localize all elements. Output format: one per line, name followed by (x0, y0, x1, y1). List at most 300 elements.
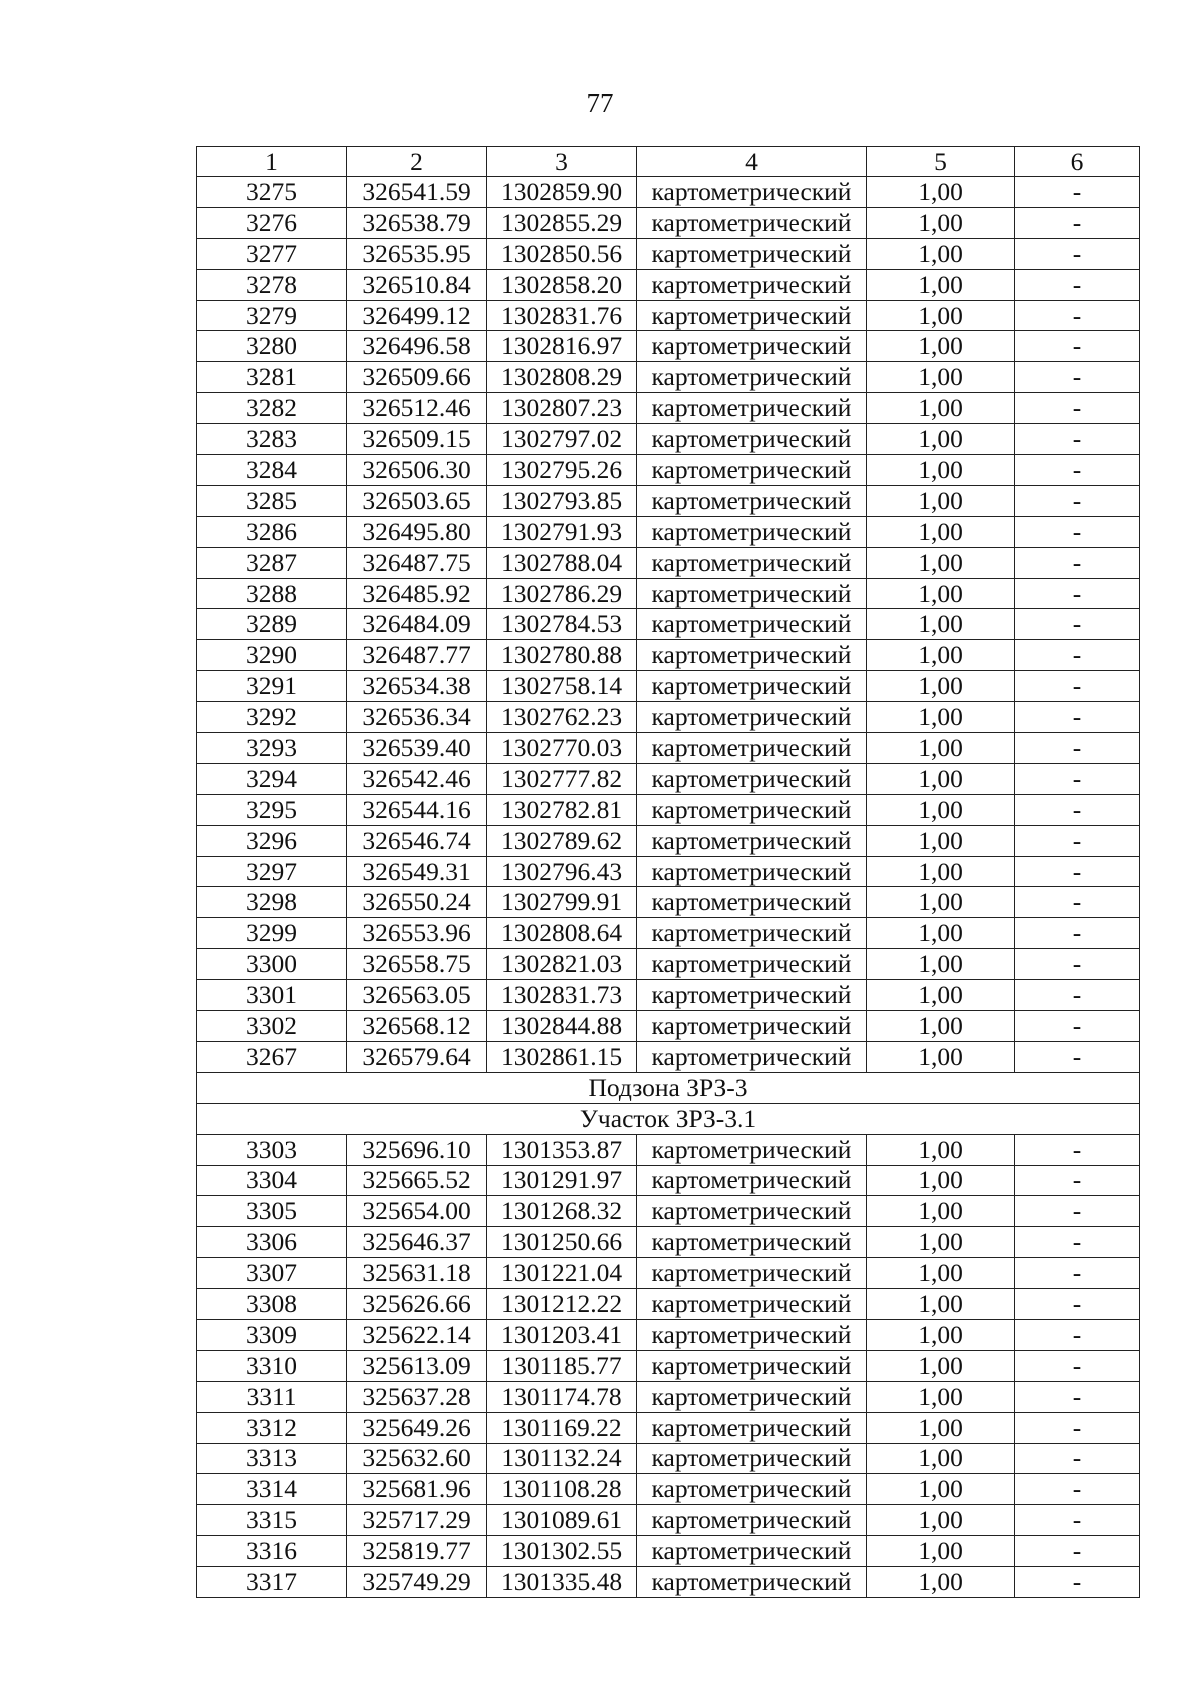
accuracy-cell: 1,00 (867, 207, 1015, 238)
x-coordinate-cell: 325749.29 (347, 1567, 487, 1598)
note-cell: - (1015, 578, 1140, 609)
note-cell: - (1015, 980, 1140, 1011)
y-coordinate-cell: 1302788.04 (487, 547, 637, 578)
column-header: 6 (1015, 147, 1140, 177)
y-coordinate-cell: 1302791.93 (487, 516, 637, 547)
section-title: Подзона ЗРЗ-3 (197, 1072, 1140, 1103)
column-header: 4 (637, 147, 867, 177)
method-cell: картометрический (637, 424, 867, 455)
point-number-cell: 3275 (197, 177, 347, 208)
x-coordinate-cell: 325631.18 (347, 1258, 487, 1289)
method-cell: картометрический (637, 609, 867, 640)
x-coordinate-cell: 326563.05 (347, 980, 487, 1011)
table-row (197, 1134, 1140, 1165)
accuracy-cell: 1,00 (867, 671, 1015, 702)
table-row (197, 1412, 1140, 1443)
table-row (197, 547, 1140, 578)
note-cell: - (1015, 609, 1140, 640)
point-number-cell: 3309 (197, 1319, 347, 1350)
y-coordinate-cell: 1302796.43 (487, 856, 637, 887)
point-number-cell: 3315 (197, 1505, 347, 1536)
method-cell: картометрический (637, 640, 867, 671)
method-cell: картометрический (637, 1443, 867, 1474)
method-cell: картометрический (637, 455, 867, 486)
point-number-cell: 3306 (197, 1227, 347, 1258)
point-number-cell: 3296 (197, 825, 347, 856)
note-cell: - (1015, 1443, 1140, 1474)
table-row (197, 300, 1140, 331)
method-cell: картометрический (637, 702, 867, 733)
point-number-cell: 3285 (197, 485, 347, 516)
note-cell: - (1015, 887, 1140, 918)
point-number-cell: 3314 (197, 1474, 347, 1505)
y-coordinate-cell: 1301291.97 (487, 1165, 637, 1196)
column-header: 3 (487, 147, 637, 177)
note-cell: - (1015, 1196, 1140, 1227)
point-number-cell: 3278 (197, 269, 347, 300)
x-coordinate-cell: 326495.80 (347, 516, 487, 547)
x-coordinate-cell: 326558.75 (347, 949, 487, 980)
table-row (197, 1443, 1140, 1474)
method-cell: картометрический (637, 918, 867, 949)
y-coordinate-cell: 1301212.22 (487, 1289, 637, 1320)
point-number-cell: 3289 (197, 609, 347, 640)
point-number-cell: 3291 (197, 671, 347, 702)
table-row (197, 1319, 1140, 1350)
accuracy-cell: 1,00 (867, 640, 1015, 671)
method-cell: картометрический (637, 949, 867, 980)
accuracy-cell: 1,00 (867, 1258, 1015, 1289)
table-row (197, 794, 1140, 825)
y-coordinate-cell: 1302821.03 (487, 949, 637, 980)
table-row (197, 1381, 1140, 1412)
accuracy-cell: 1,00 (867, 578, 1015, 609)
x-coordinate-cell: 325819.77 (347, 1536, 487, 1567)
accuracy-cell: 1,00 (867, 794, 1015, 825)
table-row (197, 1011, 1140, 1042)
point-number-cell: 3304 (197, 1165, 347, 1196)
point-number-cell: 3280 (197, 331, 347, 362)
table-row (197, 1165, 1140, 1196)
note-cell: - (1015, 1227, 1140, 1258)
x-coordinate-cell: 326535.95 (347, 238, 487, 269)
y-coordinate-cell: 1302859.90 (487, 177, 637, 208)
note-cell: - (1015, 455, 1140, 486)
column-header: 1 (197, 147, 347, 177)
note-cell: - (1015, 331, 1140, 362)
y-coordinate-cell: 1302777.82 (487, 763, 637, 794)
accuracy-cell: 1,00 (867, 609, 1015, 640)
point-number-cell: 3313 (197, 1443, 347, 1474)
y-coordinate-cell: 1302758.14 (487, 671, 637, 702)
method-cell: картометрический (637, 887, 867, 918)
note-cell: - (1015, 238, 1140, 269)
x-coordinate-cell: 326503.65 (347, 485, 487, 516)
y-coordinate-cell: 1301089.61 (487, 1505, 637, 1536)
table-row (197, 207, 1140, 238)
table-row (197, 269, 1140, 300)
method-cell: картометрический (637, 1227, 867, 1258)
point-number-cell: 3298 (197, 887, 347, 918)
y-coordinate-cell: 1301250.66 (487, 1227, 637, 1258)
method-cell: картометрический (637, 331, 867, 362)
accuracy-cell: 1,00 (867, 856, 1015, 887)
y-coordinate-cell: 1302816.97 (487, 331, 637, 362)
method-cell: картометрический (637, 1289, 867, 1320)
y-coordinate-cell: 1301174.78 (487, 1381, 637, 1412)
accuracy-cell: 1,00 (867, 362, 1015, 393)
accuracy-cell: 1,00 (867, 516, 1015, 547)
section-title: Участок ЗРЗ-3.1 (197, 1103, 1140, 1134)
method-cell: картометрический (637, 238, 867, 269)
method-cell: картометрический (637, 1350, 867, 1381)
x-coordinate-cell: 325646.37 (347, 1227, 487, 1258)
accuracy-cell: 1,00 (867, 949, 1015, 980)
y-coordinate-cell: 1302799.91 (487, 887, 637, 918)
table-body (197, 147, 1140, 1598)
point-number-cell: 3281 (197, 362, 347, 393)
point-number-cell: 3305 (197, 1196, 347, 1227)
point-number-cell: 3317 (197, 1567, 347, 1598)
table-row (197, 177, 1140, 208)
table-row (197, 1258, 1140, 1289)
y-coordinate-cell: 1302795.26 (487, 455, 637, 486)
table-row (197, 238, 1140, 269)
note-cell: - (1015, 1350, 1140, 1381)
accuracy-cell: 1,00 (867, 887, 1015, 918)
x-coordinate-cell: 325613.09 (347, 1350, 487, 1381)
x-coordinate-cell: 326541.59 (347, 177, 487, 208)
x-coordinate-cell: 325632.60 (347, 1443, 487, 1474)
y-coordinate-cell: 1302789.62 (487, 825, 637, 856)
note-cell: - (1015, 733, 1140, 764)
method-cell: картометрический (637, 516, 867, 547)
header-row (197, 147, 1140, 177)
table-row (197, 578, 1140, 609)
y-coordinate-cell: 1301203.41 (487, 1319, 637, 1350)
table-row (197, 1350, 1140, 1381)
accuracy-cell: 1,00 (867, 547, 1015, 578)
accuracy-cell: 1,00 (867, 1196, 1015, 1227)
accuracy-cell: 1,00 (867, 825, 1015, 856)
table-row (197, 763, 1140, 794)
method-cell: картометрический (637, 1319, 867, 1350)
x-coordinate-cell: 326534.38 (347, 671, 487, 702)
note-cell: - (1015, 177, 1140, 208)
point-number-cell: 3303 (197, 1134, 347, 1165)
note-cell: - (1015, 856, 1140, 887)
point-number-cell: 3294 (197, 763, 347, 794)
y-coordinate-cell: 1302808.64 (487, 918, 637, 949)
table-row (197, 485, 1140, 516)
point-number-cell: 3308 (197, 1289, 347, 1320)
accuracy-cell: 1,00 (867, 763, 1015, 794)
y-coordinate-cell: 1301169.22 (487, 1412, 637, 1443)
note-cell: - (1015, 918, 1140, 949)
point-number-cell: 3286 (197, 516, 347, 547)
x-coordinate-cell: 325665.52 (347, 1165, 487, 1196)
method-cell: картометрический (637, 1505, 867, 1536)
method-cell: картометрический (637, 856, 867, 887)
table-row (197, 733, 1140, 764)
table-row (197, 671, 1140, 702)
x-coordinate-cell: 326538.79 (347, 207, 487, 238)
accuracy-cell: 1,00 (867, 1505, 1015, 1536)
y-coordinate-cell: 1302831.73 (487, 980, 637, 1011)
y-coordinate-cell: 1301108.28 (487, 1474, 637, 1505)
x-coordinate-cell: 325637.28 (347, 1381, 487, 1412)
table-row (197, 1536, 1140, 1567)
y-coordinate-cell: 1302844.88 (487, 1011, 637, 1042)
note-cell: - (1015, 763, 1140, 794)
x-coordinate-cell: 326499.12 (347, 300, 487, 331)
method-cell: картометрический (637, 1412, 867, 1443)
accuracy-cell: 1,00 (867, 702, 1015, 733)
y-coordinate-cell: 1301221.04 (487, 1258, 637, 1289)
y-coordinate-cell: 1302793.85 (487, 485, 637, 516)
y-coordinate-cell: 1301335.48 (487, 1567, 637, 1598)
x-coordinate-cell: 326536.34 (347, 702, 487, 733)
point-number-cell: 3277 (197, 238, 347, 269)
column-header: 5 (867, 147, 1015, 177)
coordinates-table (196, 146, 1140, 1598)
table-row (197, 1474, 1140, 1505)
method-cell: картометрический (637, 1041, 867, 1072)
accuracy-cell: 1,00 (867, 1567, 1015, 1598)
note-cell: - (1015, 516, 1140, 547)
x-coordinate-cell: 326510.84 (347, 269, 487, 300)
method-cell: картометрический (637, 207, 867, 238)
note-cell: - (1015, 794, 1140, 825)
point-number-cell: 3287 (197, 547, 347, 578)
method-cell: картометрический (637, 1196, 867, 1227)
table-row (197, 1227, 1140, 1258)
y-coordinate-cell: 1302770.03 (487, 733, 637, 764)
point-number-cell: 3283 (197, 424, 347, 455)
point-number-cell: 3295 (197, 794, 347, 825)
x-coordinate-cell: 326568.12 (347, 1011, 487, 1042)
x-coordinate-cell: 325696.10 (347, 1134, 487, 1165)
y-coordinate-cell: 1302831.76 (487, 300, 637, 331)
accuracy-cell: 1,00 (867, 1474, 1015, 1505)
method-cell: картометрический (637, 393, 867, 424)
x-coordinate-cell: 326542.46 (347, 763, 487, 794)
y-coordinate-cell: 1302850.56 (487, 238, 637, 269)
note-cell: - (1015, 269, 1140, 300)
section-row (197, 1072, 1140, 1103)
table-row (197, 918, 1140, 949)
y-coordinate-cell: 1302808.29 (487, 362, 637, 393)
accuracy-cell: 1,00 (867, 918, 1015, 949)
accuracy-cell: 1,00 (867, 1227, 1015, 1258)
point-number-cell: 3276 (197, 207, 347, 238)
table-row (197, 1505, 1140, 1536)
table-row (197, 640, 1140, 671)
method-cell: картометрический (637, 980, 867, 1011)
x-coordinate-cell: 325649.26 (347, 1412, 487, 1443)
accuracy-cell: 1,00 (867, 300, 1015, 331)
x-coordinate-cell: 326509.66 (347, 362, 487, 393)
note-cell: - (1015, 702, 1140, 733)
accuracy-cell: 1,00 (867, 269, 1015, 300)
point-number-cell: 3316 (197, 1536, 347, 1567)
note-cell: - (1015, 1134, 1140, 1165)
method-cell: картометрический (637, 578, 867, 609)
table-row (197, 331, 1140, 362)
note-cell: - (1015, 1381, 1140, 1412)
note-cell: - (1015, 1412, 1140, 1443)
note-cell: - (1015, 1536, 1140, 1567)
method-cell: картометрический (637, 269, 867, 300)
y-coordinate-cell: 1302861.15 (487, 1041, 637, 1072)
x-coordinate-cell: 326549.31 (347, 856, 487, 887)
note-cell: - (1015, 1319, 1140, 1350)
accuracy-cell: 1,00 (867, 1134, 1015, 1165)
point-number-cell: 3299 (197, 918, 347, 949)
table-row (197, 856, 1140, 887)
method-cell: картометрический (637, 1567, 867, 1598)
point-number-cell: 3310 (197, 1350, 347, 1381)
table-row (197, 702, 1140, 733)
accuracy-cell: 1,00 (867, 331, 1015, 362)
note-cell: - (1015, 1041, 1140, 1072)
x-coordinate-cell: 326539.40 (347, 733, 487, 764)
point-number-cell: 3290 (197, 640, 347, 671)
method-cell: картометрический (637, 1474, 867, 1505)
accuracy-cell: 1,00 (867, 485, 1015, 516)
accuracy-cell: 1,00 (867, 1319, 1015, 1350)
table-row (197, 362, 1140, 393)
x-coordinate-cell: 325654.00 (347, 1196, 487, 1227)
x-coordinate-cell: 325681.96 (347, 1474, 487, 1505)
note-cell: - (1015, 949, 1140, 980)
point-number-cell: 3300 (197, 949, 347, 980)
y-coordinate-cell: 1302855.29 (487, 207, 637, 238)
note-cell: - (1015, 1474, 1140, 1505)
method-cell: картометрический (637, 1258, 867, 1289)
note-cell: - (1015, 207, 1140, 238)
point-number-cell: 3282 (197, 393, 347, 424)
point-number-cell: 3311 (197, 1381, 347, 1412)
method-cell: картометрический (637, 362, 867, 393)
table-row (197, 949, 1140, 980)
method-cell: картометрический (637, 177, 867, 208)
table-row (197, 1289, 1140, 1320)
method-cell: картометрический (637, 547, 867, 578)
page-number: 77 (586, 88, 614, 118)
x-coordinate-cell: 326484.09 (347, 609, 487, 640)
table-row (197, 393, 1140, 424)
section-row (197, 1103, 1140, 1134)
table-row (197, 1196, 1140, 1227)
y-coordinate-cell: 1301268.32 (487, 1196, 637, 1227)
note-cell: - (1015, 424, 1140, 455)
accuracy-cell: 1,00 (867, 1381, 1015, 1412)
table-row (197, 1567, 1140, 1598)
method-cell: картометрический (637, 1134, 867, 1165)
accuracy-cell: 1,00 (867, 1041, 1015, 1072)
note-cell: - (1015, 485, 1140, 516)
table-row (197, 980, 1140, 1011)
x-coordinate-cell: 326506.30 (347, 455, 487, 486)
method-cell: картометрический (637, 1011, 867, 1042)
point-number-cell: 3297 (197, 856, 347, 887)
y-coordinate-cell: 1302762.23 (487, 702, 637, 733)
point-number-cell: 3267 (197, 1041, 347, 1072)
x-coordinate-cell: 325717.29 (347, 1505, 487, 1536)
point-number-cell: 3279 (197, 300, 347, 331)
y-coordinate-cell: 1302780.88 (487, 640, 637, 671)
x-coordinate-cell: 325626.66 (347, 1289, 487, 1320)
note-cell: - (1015, 1289, 1140, 1320)
method-cell: картометрический (637, 763, 867, 794)
note-cell: - (1015, 547, 1140, 578)
method-cell: картометрический (637, 794, 867, 825)
point-number-cell: 3307 (197, 1258, 347, 1289)
method-cell: картометрический (637, 733, 867, 764)
x-coordinate-cell: 326512.46 (347, 393, 487, 424)
point-number-cell: 3284 (197, 455, 347, 486)
note-cell: - (1015, 640, 1140, 671)
accuracy-cell: 1,00 (867, 1165, 1015, 1196)
x-coordinate-cell: 326550.24 (347, 887, 487, 918)
table-row (197, 1041, 1140, 1072)
accuracy-cell: 1,00 (867, 455, 1015, 486)
note-cell: - (1015, 393, 1140, 424)
y-coordinate-cell: 1302786.29 (487, 578, 637, 609)
accuracy-cell: 1,00 (867, 1350, 1015, 1381)
x-coordinate-cell: 325622.14 (347, 1319, 487, 1350)
accuracy-cell: 1,00 (867, 1011, 1015, 1042)
accuracy-cell: 1,00 (867, 393, 1015, 424)
table-row (197, 516, 1140, 547)
accuracy-cell: 1,00 (867, 424, 1015, 455)
point-number-cell: 3293 (197, 733, 347, 764)
method-cell: картометрический (637, 1536, 867, 1567)
point-number-cell: 3301 (197, 980, 347, 1011)
accuracy-cell: 1,00 (867, 1412, 1015, 1443)
note-cell: - (1015, 1165, 1140, 1196)
y-coordinate-cell: 1301353.87 (487, 1134, 637, 1165)
table-row (197, 887, 1140, 918)
x-coordinate-cell: 326544.16 (347, 794, 487, 825)
accuracy-cell: 1,00 (867, 238, 1015, 269)
method-cell: картометрический (637, 825, 867, 856)
point-number-cell: 3288 (197, 578, 347, 609)
point-number-cell: 3302 (197, 1011, 347, 1042)
note-cell: - (1015, 1567, 1140, 1598)
y-coordinate-cell: 1302784.53 (487, 609, 637, 640)
accuracy-cell: 1,00 (867, 980, 1015, 1011)
accuracy-cell: 1,00 (867, 177, 1015, 208)
method-cell: картометрический (637, 485, 867, 516)
method-cell: картометрический (637, 300, 867, 331)
method-cell: картометрический (637, 1165, 867, 1196)
x-coordinate-cell: 326485.92 (347, 578, 487, 609)
accuracy-cell: 1,00 (867, 1443, 1015, 1474)
accuracy-cell: 1,00 (867, 1536, 1015, 1567)
x-coordinate-cell: 326546.74 (347, 825, 487, 856)
x-coordinate-cell: 326553.96 (347, 918, 487, 949)
table-row (197, 424, 1140, 455)
x-coordinate-cell: 326487.77 (347, 640, 487, 671)
y-coordinate-cell: 1302797.02 (487, 424, 637, 455)
note-cell: - (1015, 300, 1140, 331)
table-row (197, 609, 1140, 640)
note-cell: - (1015, 825, 1140, 856)
note-cell: - (1015, 671, 1140, 702)
x-coordinate-cell: 326579.64 (347, 1041, 487, 1072)
